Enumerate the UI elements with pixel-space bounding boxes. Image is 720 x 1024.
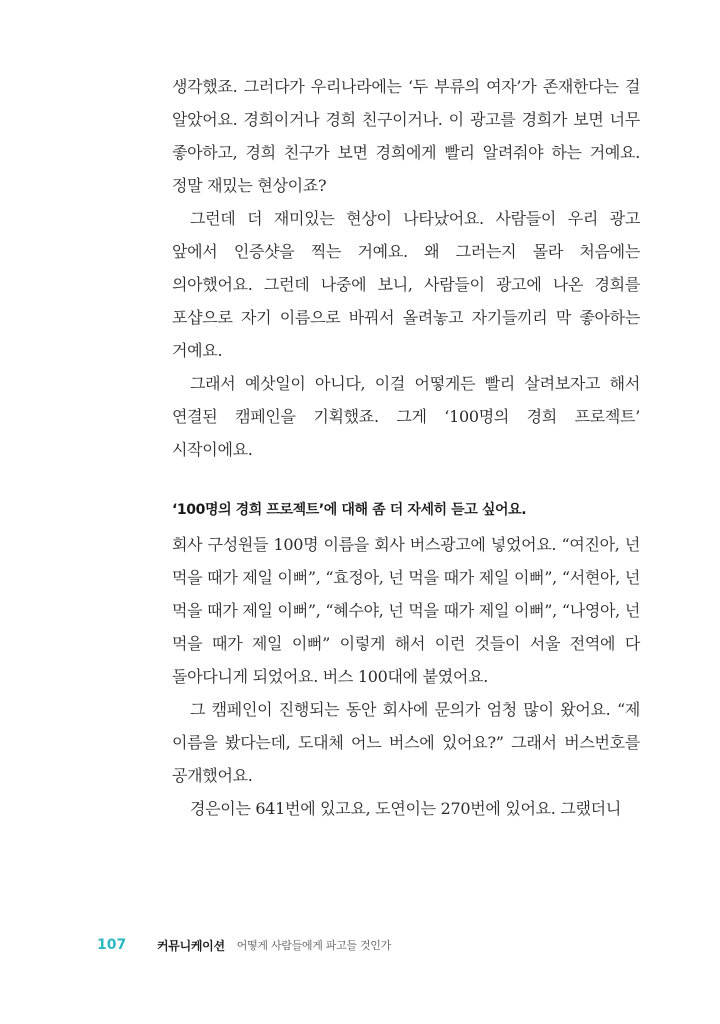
paragraph-2: 그런데 더 재미있는 현상이 나타났어요. 사람들이 우리 광고 앞에서 인증샷을 찍는 거예요. 왜 그러는지 몰라 처음에는 의아했어요. 그런데 나중에 보니, 사람들이 광고에 나온 경희를 포샵으로 자기 이름으로 바꿔서 올려놓고 자기들끼리 막 좋아하는 거예요.: [172, 209, 640, 360]
paragraph-4: 회사 구성원들 100명 이름을 회사 버스광고에 넣었어요. “여진아, 넌 먹을 때가 제일 이뻐”, “효정아, 넌 먹을 때가 제일 이뻐”, “서현아, 넌 먹을 때가 제일 이뻐”, “혜수야, 넌 먹을 때가 제일 이뻐”, “나영아, 넌 먹을 때가 제일 이뻐” 이렇게 해서 이런 것들이 서울 전역에 다 돌아다니게 되었어요. 버스 100대에 붙였어요.: [172, 535, 640, 686]
book-title: 어떻게 사람들에게 파고들 것인가: [236, 939, 391, 952]
page-footer: [97, 935, 391, 955]
paragraph-5: 그 캠페인이 진행되는 동안 회사에 문의가 엄청 많이 왔어요. “제 이름을 봤다는데, 도대체 어느 버스에 있어요?” 그래서 버스번호를 공개했어요.: [172, 700, 640, 785]
chapter-label: 커뮤니케이션: [157, 938, 225, 953]
interview-question: ‘100명의 경희 프로젝트’에 대해 좀 더 자세히 듣고 싶어요.: [172, 502, 527, 518]
page-body: [172, 70, 640, 825]
paragraph-3: 그래서 예삿일이 아니다, 이걸 어떻게든 빨리 살려보자고 해서 연결된 캠페인을 기획했죠. 그게 ‘100명의 경희 프로젝트’ 시작이에요.: [172, 374, 640, 459]
paragraph-1: 생각했죠. 그러다가 우리나라에는 ‘두 부류의 여자’가 존재한다는 걸 알았어요. 경희이거나 경희 친구이거나. 이 광고를 경희가 보면 너무 좋아하고, 경희 친구가 보면 경희에게 빨리 알려줘야 하는 거예요. 정말 재밌는 현상이죠?: [172, 77, 640, 195]
page-number: 107: [97, 937, 127, 953]
paragraph-6: 경은이는 641번에 있고요, 도연이는 270번에 있어요. 그랬더니: [190, 799, 621, 818]
